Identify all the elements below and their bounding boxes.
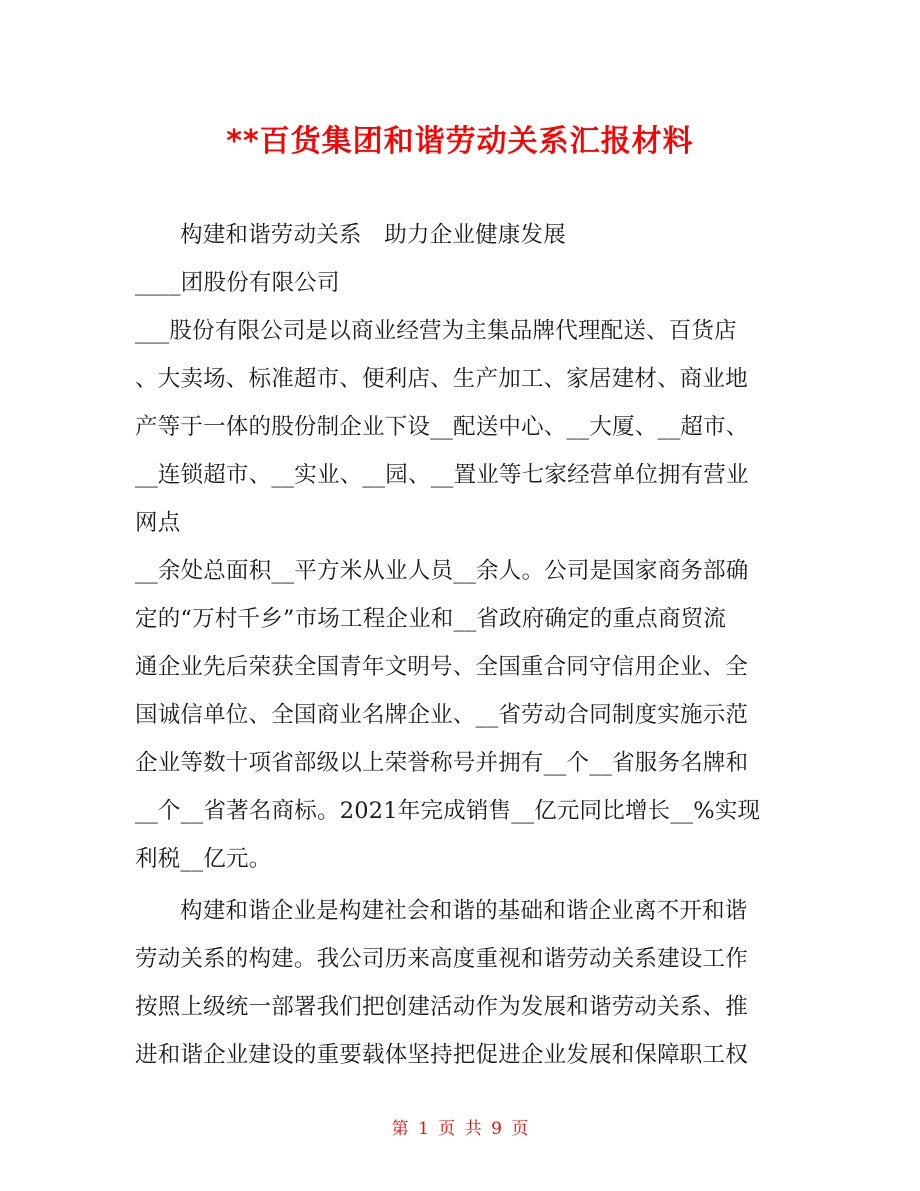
paragraph-line: 利税__亿元。	[135, 846, 272, 872]
paragraph-line: 劳动关系的构建。我公司历来高度重视和谐劳动关系建设工作	[135, 946, 748, 972]
paragraph-line: 企业等数十项省部级以上荣誉称号并拥有__个__省服务名牌和	[135, 750, 749, 776]
paragraph-line: __个__省著名商标。2021年完成销售__亿元同比增长__%实现	[135, 798, 761, 824]
paragraph-line: 构建和谐企业是构建社会和谐的基础和谐企业离不开和谐	[180, 898, 748, 924]
paragraph-line: 国诚信单位、全国商业名牌企业、__省劳动合同制度实施示范	[135, 702, 749, 728]
page-number-footer: 第 1 页 共 9 页	[391, 1119, 529, 1139]
paragraph-line: __连锁超市、__实业、__园、__置业等七家经营单位拥有营业	[135, 462, 749, 488]
paragraph-line: 网点	[135, 510, 181, 536]
subtitle-line: 构建和谐劳动关系 助力企业健康发展	[180, 222, 566, 248]
paragraph-line: 、大卖场、标准超市、便利店、生产加工、家居建材、商业地	[135, 366, 748, 392]
paragraph-line: 按照上级统一部署我们把创建活动作为发展和谐劳动关系、推	[135, 994, 748, 1020]
company-name-line: ____团股份有限公司	[135, 270, 340, 296]
paragraph-line: 定的“万村千乡”市场工程企业和__省政府确定的重点商贸流	[135, 606, 727, 632]
paragraph-line: 进和谐企业建设的重要载体坚持把促进企业发展和保障职工权	[135, 1042, 748, 1068]
paragraph-line: ___股份有限公司是以商业经营为主集品牌代理配送、百货店	[135, 318, 737, 344]
paragraph-line: 通企业先后荣获全国青年文明号、全国重合同守信用企业、全	[135, 654, 748, 680]
document-title: **百货集团和谐劳动关系汇报材料	[226, 124, 694, 159]
document-body	[135, 211, 785, 1079]
paragraph-line: __余处总面积__平方米从业人员__余人。公司是国家商务部确	[135, 558, 749, 584]
paragraph-line: 产等于一体的股份制企业下设__配送中心、__大厦、__超市、	[135, 414, 749, 440]
